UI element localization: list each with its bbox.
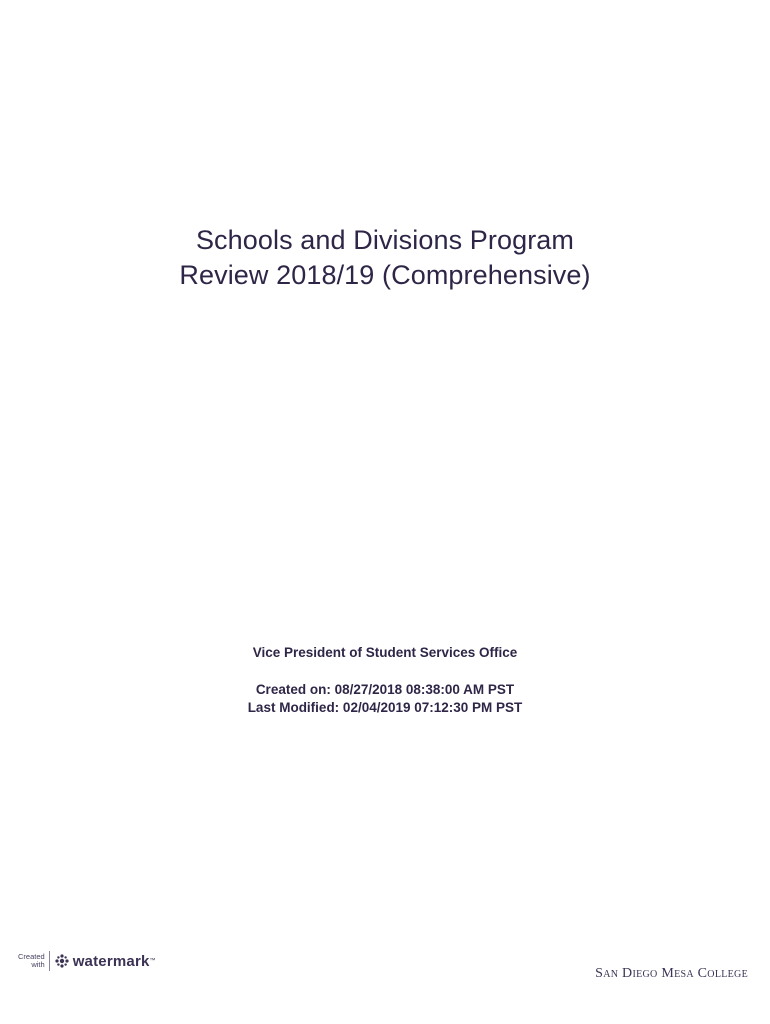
office-name: Vice President of Student Services Office — [252, 645, 518, 660]
title-line-1: Schools and Divisions Program — [195, 225, 575, 255]
badge-created-with — [18, 953, 45, 969]
last-modified-date: Last Modified: 02/04/2019 07:12:30 PM PST — [247, 700, 523, 715]
badge-divider — [49, 951, 50, 971]
watermark-logo-icon — [55, 954, 69, 968]
badge-created-label: Created — [18, 952, 45, 961]
title-line-2: Review 2018/19 (Comprehensive) — [179, 260, 591, 290]
document-title — [0, 223, 770, 293]
college-logo-text: San Diego Mesa College — [595, 966, 748, 981]
badge-with-label: with — [31, 960, 45, 969]
created-date: Created on: 08/27/2018 08:38:00 AM PST — [255, 682, 515, 697]
created-with-watermark-badge — [18, 950, 156, 972]
badge-trademark: ™ — [149, 958, 156, 964]
badge-brand-name: watermark — [72, 952, 150, 970]
